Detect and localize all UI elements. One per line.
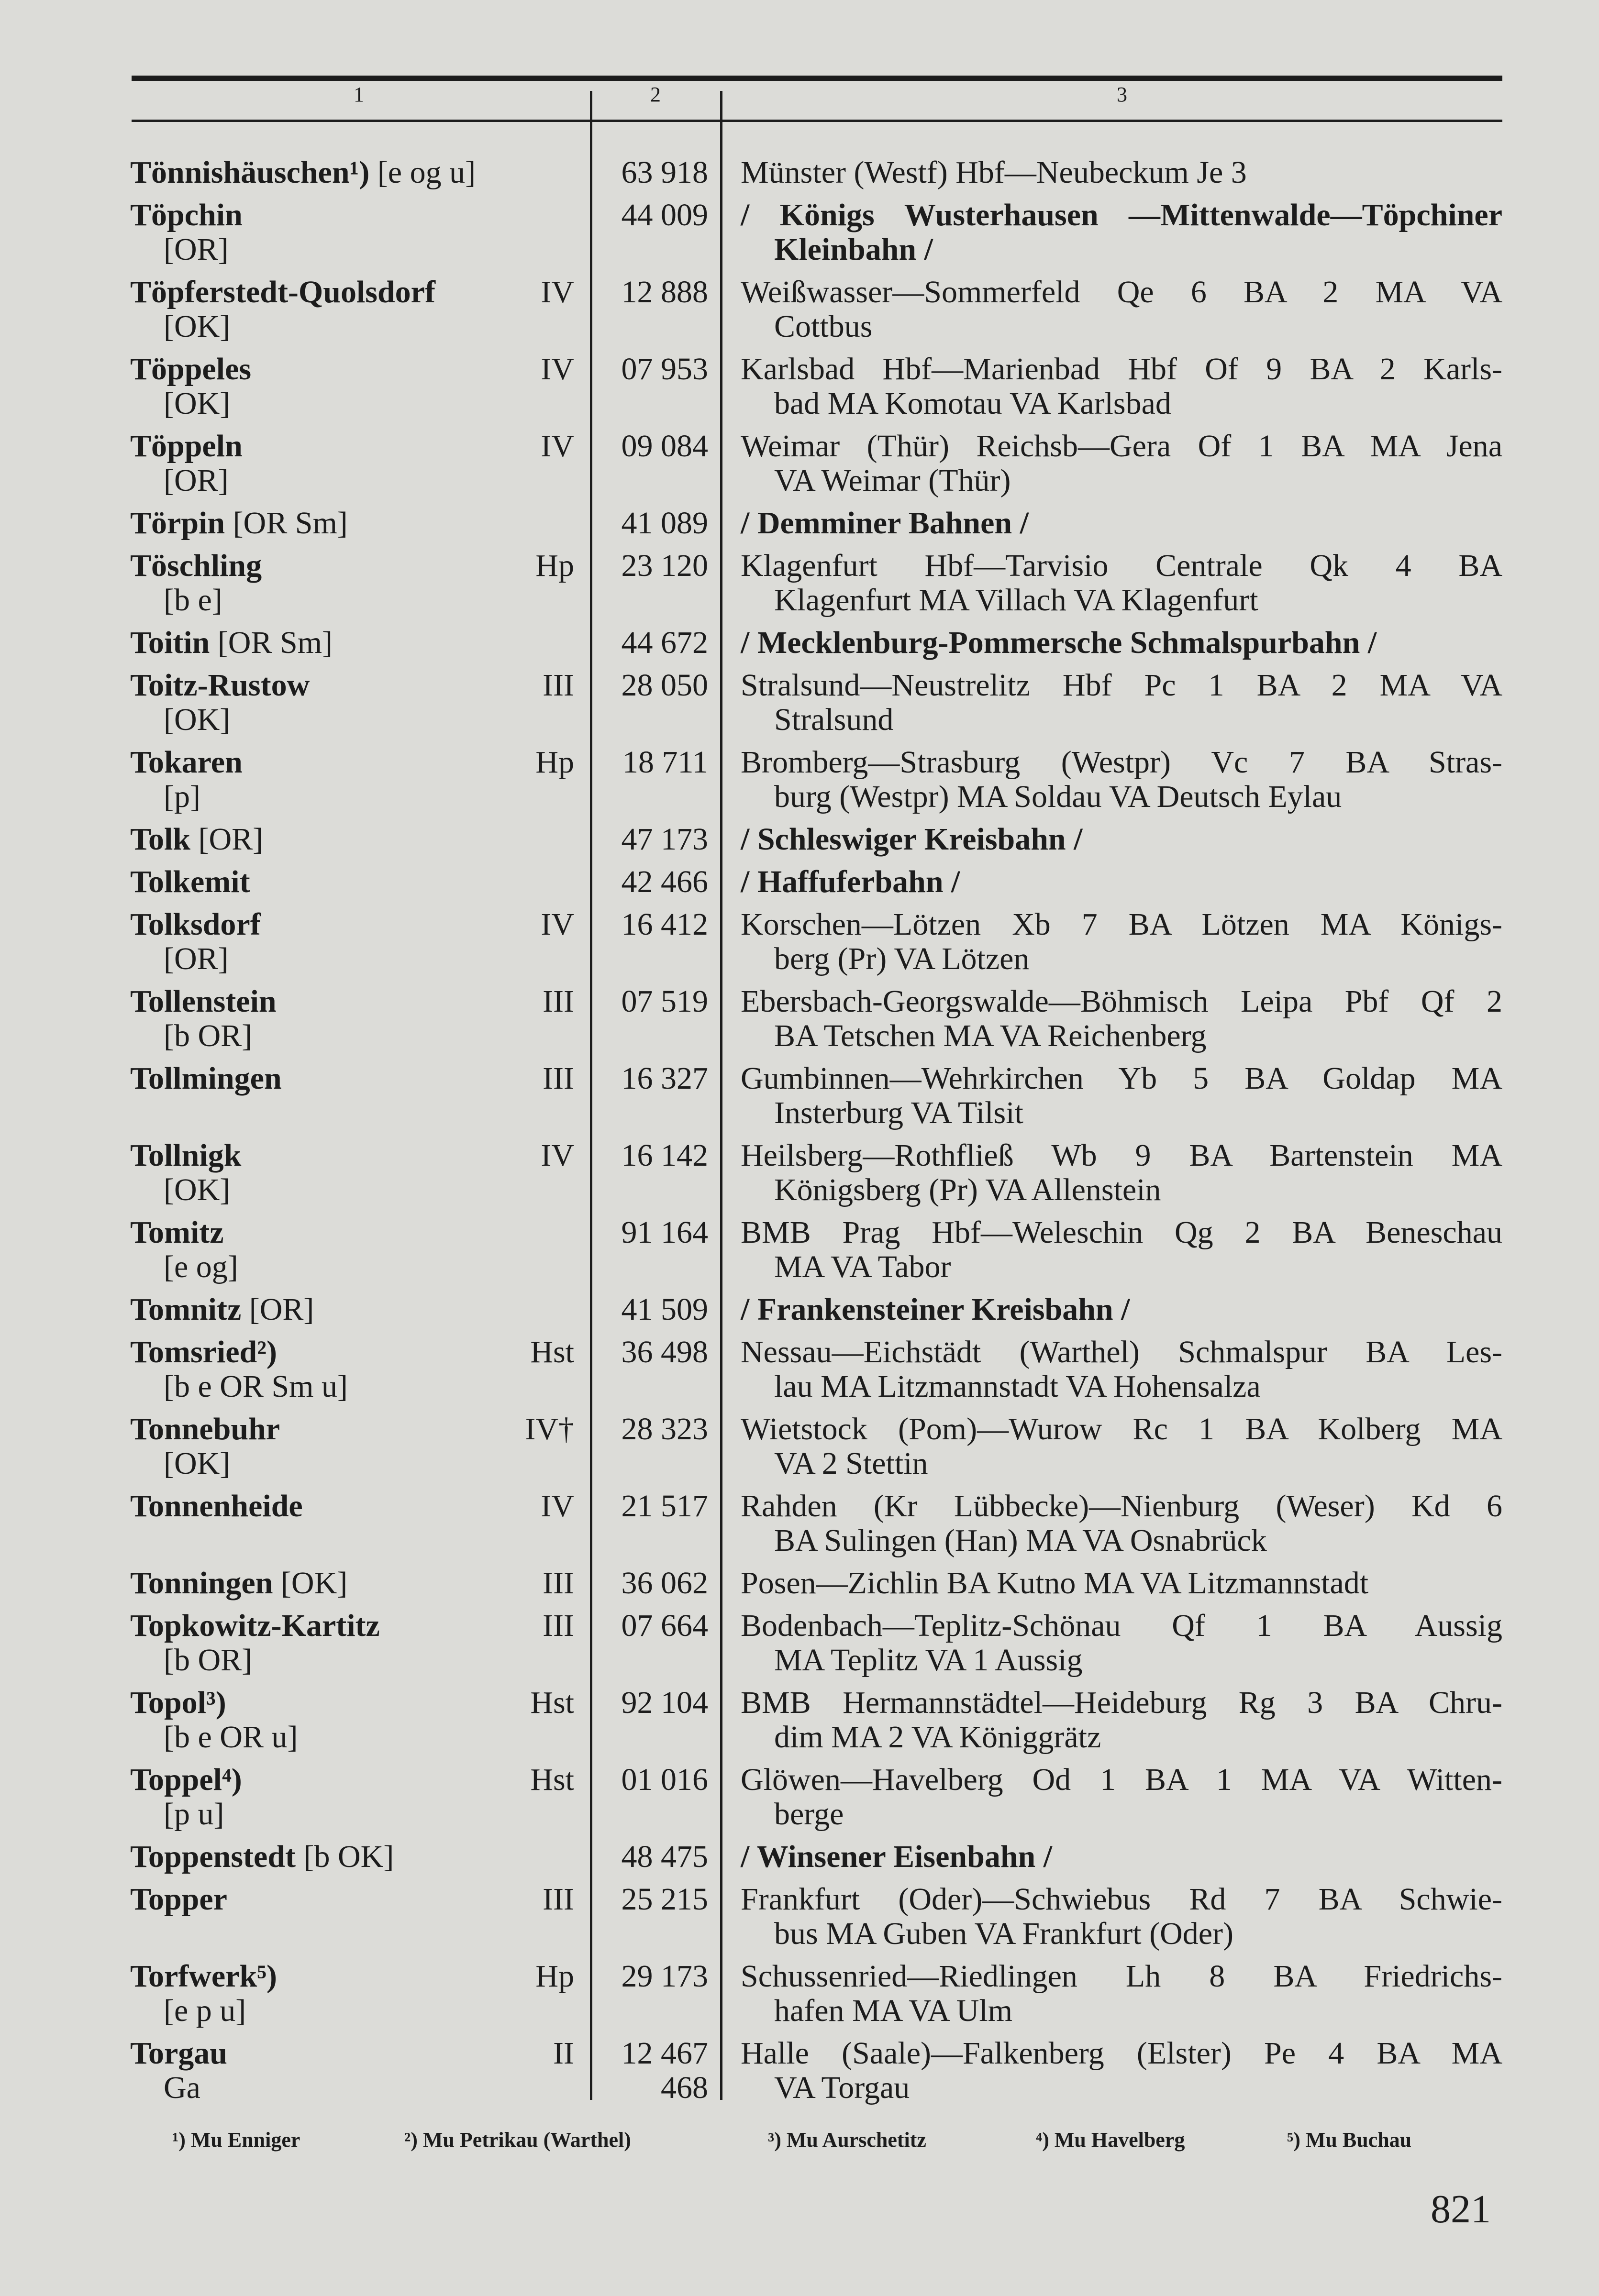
route-line: Klagenfurt Hbf—Tarvisio Centrale Qk 4 BA (741, 548, 1502, 583)
station-class: Hp (535, 548, 574, 583)
station-class: IV† (525, 1412, 574, 1446)
station-name-cell (130, 865, 542, 899)
station-code-cell (600, 1292, 708, 1327)
station-code: 16 327 (621, 1061, 708, 1096)
station-name: Tolkemit (130, 864, 250, 899)
station-class: III (543, 1061, 574, 1096)
station-class: Hst (530, 1762, 574, 1797)
station-name: Topol³) (130, 1685, 226, 1720)
station-abbrev: [OR Sm] (210, 625, 333, 660)
station-code-cell (600, 155, 708, 190)
page-number: 821 (1431, 2187, 1491, 2231)
route-line: Korschen—Lötzen Xb 7 BA Lötzen MA Königs- (741, 907, 1502, 942)
station-name-cell (130, 198, 542, 267)
station-code: 42 466 (621, 864, 708, 899)
station-class: III (543, 668, 574, 703)
station-abbrev: Ga (164, 2070, 200, 2105)
station-code: 44 009 (621, 198, 708, 232)
route-line: BMB Prag Hbf—Weleschin Qg 2 BA Beneschau (741, 1215, 1502, 1250)
station-name: Töppeln (130, 429, 243, 464)
station-name-cell (130, 822, 542, 857)
route-line: / Mecklenburg-Pommersche Schmalspurbahn / (741, 625, 1377, 660)
route-line: / Haffuferbahn / (741, 864, 960, 899)
route-description (741, 1686, 1502, 1755)
route-description (741, 155, 1502, 190)
route-line: BA Sulingen (Han) MA VA Osnabrück (774, 1523, 1267, 1558)
station-code: 29 173 (621, 1959, 708, 1994)
station-code-cell (600, 198, 708, 232)
route-description (741, 1566, 1502, 1601)
route-line: burg (Westpr) MA Soldau VA Deutsch Eylau (774, 779, 1342, 814)
route-description (741, 1609, 1502, 1678)
station-class: IV (541, 1489, 574, 1523)
station-code-cell (600, 1061, 708, 1096)
station-code-cell (600, 429, 708, 464)
route-line: berge (774, 1797, 844, 1832)
station-name: Tollnigk (130, 1138, 242, 1173)
station-class: III (543, 984, 574, 1019)
station-code-cell (600, 1412, 708, 1446)
station-name: Torgau (130, 2036, 227, 2071)
station-code-cell (600, 275, 708, 309)
station-abbrev: [e og u] (369, 155, 476, 190)
station-code-cell (600, 1882, 708, 1917)
route-description (741, 865, 1502, 899)
column-number-1: 1 (354, 83, 364, 106)
station-code: 36 062 (621, 1566, 708, 1601)
route-description (741, 1882, 1502, 1951)
route-line: Königsberg (Pr) VA Allenstein (774, 1172, 1161, 1207)
station-class: Hst (530, 1685, 574, 1720)
station-code-cell (600, 822, 708, 857)
station-name: Tomitz (130, 1215, 224, 1250)
station-code: 41 509 (621, 1292, 708, 1327)
route-line: VA 2 Stettin (774, 1446, 928, 1481)
footnote: ³) Mu Aurschetitz (768, 2128, 926, 2152)
station-code-cell (600, 1138, 708, 1173)
route-line: MA VA Tabor (774, 1249, 951, 1284)
route-line: Gumbinnen—Wehrkirchen Yb 5 BA Goldap MA (741, 1061, 1502, 1096)
station-name: Toitin (130, 625, 210, 660)
route-description (741, 429, 1502, 498)
route-description (741, 626, 1502, 660)
station-abbrev: [b e OR Sm u] (164, 1369, 348, 1404)
route-line: Weimar (Thür) Reichsb—Gera Of 1 BA MA Jena (741, 429, 1502, 464)
station-code-cell (600, 984, 708, 1019)
station-code: 01 016 (621, 1762, 708, 1797)
station-code-cell (600, 1959, 708, 1994)
station-name: Tollmingen (130, 1061, 282, 1096)
route-line: Insterburg VA Tilsit (774, 1095, 1023, 1130)
route-description (741, 275, 1502, 344)
station-name: Tomsried²) (130, 1335, 278, 1369)
station-code: 21 517 (621, 1489, 708, 1523)
route-line: BA Tetschen MA VA Reichenberg (774, 1018, 1207, 1053)
station-code-cell (600, 1763, 708, 1797)
route-line: Stralsund (774, 702, 894, 737)
route-description (741, 1412, 1502, 1481)
route-line: / Demminer Bahnen / (741, 506, 1029, 541)
station-name: Tonnebuhr (130, 1412, 280, 1446)
route-description (741, 198, 1502, 267)
route-description (741, 668, 1502, 737)
station-code-cell (600, 626, 708, 660)
station-name: Töppeles (130, 352, 252, 386)
route-line: Heilsberg—Rothfließ Wb 9 BA Bartenstein MA (741, 1138, 1502, 1173)
route-line: MA Teplitz VA 1 Aussig (774, 1643, 1083, 1678)
station-abbrev: [OK] (164, 386, 231, 421)
station-code: 63 918 (621, 155, 708, 190)
station-abbrev: [OR] (164, 463, 229, 498)
station-code-cell (600, 549, 708, 583)
route-line: bus MA Guben VA Frankfurt (Oder) (774, 1916, 1233, 1951)
route-description (741, 1959, 1502, 2028)
station-name-cell (130, 506, 542, 541)
station-abbrev: [OK] (164, 1172, 231, 1207)
route-line: Nessau—Eichstädt (Warthel) Schmalspur BA Les- (741, 1335, 1502, 1369)
route-line: Schussenried—Riedlingen Lh 8 BA Friedrichs- (741, 1959, 1502, 1994)
station-code: 07 953 (621, 352, 708, 386)
footnote: ¹) Mu Enniger (172, 2128, 300, 2152)
route-line: Klagenfurt MA Villach VA Klagenfurt (774, 583, 1258, 618)
station-name-cell (130, 626, 542, 660)
station-abbrev: [OR] (190, 822, 264, 857)
station-code: 25 215 (621, 1882, 708, 1917)
station-class: Hst (530, 1335, 574, 1369)
station-code: 07 519 (621, 984, 708, 1019)
station-code-cell (600, 1840, 708, 1874)
station-code: 12 467 (621, 2036, 708, 2071)
station-class: Hp (535, 745, 574, 780)
station-class: IV (541, 1138, 574, 1173)
station-abbrev: [b e] (164, 583, 222, 618)
station-name-cell (130, 1215, 542, 1284)
station-name: Töschling (130, 548, 262, 583)
station-abbrev: [b e OR u] (164, 1720, 298, 1755)
route-line: Weißwasser—Sommerfeld Qe 6 BA 2 MA VA (741, 275, 1502, 309)
station-class: IV (541, 275, 574, 309)
station-code-cell (600, 352, 708, 386)
route-line: Kleinbahn / (774, 232, 933, 267)
station-name: Topkowitz-Kartitz (130, 1608, 380, 1643)
station-code-cell (600, 1686, 708, 1720)
station-code: 92 104 (621, 1685, 708, 1720)
route-line: Cottbus (774, 309, 873, 344)
station-abbrev: [OK] (164, 702, 231, 737)
station-code: 12 888 (621, 275, 708, 309)
route-description (741, 1840, 1502, 1874)
station-code-cell (600, 1215, 708, 1250)
route-line: Karlsbad Hbf—Marienbad Hbf Of 9 BA 2 Karls- (741, 352, 1502, 386)
route-description (741, 984, 1502, 1053)
route-description (741, 549, 1502, 618)
route-line: Stralsund—Neustrelitz Hbf Pc 1 BA 2 MA VA (741, 668, 1502, 703)
route-line: lau MA Litzmannstadt VA Hohensalza (774, 1369, 1261, 1404)
station-code-cell (600, 1489, 708, 1523)
station-name: Tokaren (130, 745, 243, 780)
station-code: 468 (661, 2070, 708, 2105)
route-description (741, 1489, 1502, 1558)
route-description (741, 1061, 1502, 1130)
station-abbrev: [b OR] (164, 1643, 253, 1678)
route-line: Wietstock (Pom)—Wurow Rc 1 BA Kolberg MA (741, 1412, 1502, 1446)
station-code: 91 164 (621, 1215, 708, 1250)
station-name: Tollenstein (130, 984, 277, 1019)
route-description (741, 1215, 1502, 1284)
station-class: III (543, 1882, 574, 1917)
station-code: 07 664 (621, 1608, 708, 1643)
route-line: berg (Pr) VA Lötzen (774, 941, 1030, 976)
footnote: ²) Mu Petrikau (Warthel) (404, 2128, 631, 2152)
station-name: Tolksdorf (130, 907, 261, 942)
route-description (741, 352, 1502, 421)
footnotes (172, 2128, 1464, 2156)
station-code-cell (600, 1566, 708, 1601)
station-name: Töpferstedt-Quolsdorf (130, 275, 435, 309)
station-class: Hp (535, 1959, 574, 1994)
station-code-cell (600, 1335, 708, 1369)
station-class: IV (541, 429, 574, 464)
route-description (741, 1335, 1502, 1404)
station-abbrev: [e p u] (164, 1993, 246, 2028)
route-line: / Winsener Eisenbahn / (741, 1839, 1053, 1874)
station-code-cell (600, 907, 708, 942)
route-line: / Schleswiger Kreisbahn / (741, 822, 1083, 857)
route-description (741, 2036, 1502, 2105)
station-abbrev: [p u] (164, 1797, 224, 1832)
route-line: Frankfurt (Oder)—Schwiebus Rd 7 BA Schwie- (741, 1882, 1502, 1917)
route-line: VA Torgau (774, 2070, 910, 2105)
station-name: Toitz-Rustow (130, 668, 310, 703)
station-code: 44 672 (621, 625, 708, 660)
column-number-2: 2 (650, 83, 661, 106)
route-line: / Frankensteiner Kreisbahn / (741, 1292, 1130, 1327)
footnote: ⁴) Mu Havelberg (1036, 2128, 1185, 2152)
station-abbrev: [p] (164, 779, 200, 814)
station-code: 16 412 (621, 907, 708, 942)
route-line: dim MA 2 VA Königgrätz (774, 1720, 1101, 1755)
station-name: Tonningen (130, 1566, 273, 1601)
route-line: BMB Hermannstädtel—Heideburg Rg 3 BA Chru- (741, 1685, 1502, 1720)
route-line: Ebersbach-Georgswalde—Böhmisch Leipa Pbf Qf 2 (741, 984, 1502, 1019)
station-code: 28 323 (621, 1412, 708, 1446)
route-line: Münster (Westf) Hbf—Neubeckum Je 3 (741, 155, 1247, 190)
station-code: 23 120 (621, 548, 708, 583)
station-name: Topper (130, 1882, 227, 1917)
route-line: Bodenbach—Teplitz-Schönau Qf 1 BA Aussig (741, 1608, 1502, 1643)
station-abbrev: [OR] (241, 1292, 314, 1327)
station-code-cell (600, 668, 708, 703)
station-name: Törpin (130, 506, 225, 541)
route-line: hafen MA VA Ulm (774, 1993, 1013, 2028)
route-line: Posen—Zichlin BA Kutno MA VA Litzmannstadt (741, 1566, 1369, 1601)
station-name: Töpchin (130, 198, 243, 232)
route-description (741, 907, 1502, 976)
route-description (741, 1763, 1502, 1832)
station-code: 48 475 (621, 1839, 708, 1874)
route-line: Rahden (Kr Lübbecke)—Nienburg (Weser) Kd 6 (741, 1489, 1502, 1523)
station-class: III (543, 1608, 574, 1643)
station-code: 16 142 (621, 1138, 708, 1173)
station-abbrev: [OK] (273, 1566, 348, 1601)
route-description (741, 745, 1502, 814)
route-description (741, 822, 1502, 857)
station-code: 41 089 (621, 506, 708, 541)
station-name: Tolk (130, 822, 191, 857)
station-name: Toppenstedt (130, 1839, 296, 1874)
station-class: IV (541, 352, 574, 386)
station-abbrev: [OR Sm] (225, 506, 348, 541)
station-abbrev: [OK] (164, 309, 231, 344)
station-name: Tonnenheide (130, 1489, 303, 1523)
column-number-3: 3 (1117, 83, 1127, 106)
route-description (741, 1292, 1502, 1327)
route-description (741, 1138, 1502, 1207)
station-name-cell (130, 1292, 542, 1327)
station-name: Toppel⁴) (130, 1762, 242, 1797)
route-description (741, 506, 1502, 541)
station-abbrev: [e og] (164, 1249, 238, 1284)
station-class: III (543, 1566, 574, 1601)
station-code: 18 711 (622, 745, 708, 780)
station-code: 36 498 (621, 1335, 708, 1369)
station-code-cell (600, 865, 708, 899)
station-abbrev: [OR] (164, 232, 229, 267)
station-name-cell (130, 155, 542, 190)
station-abbrev: [OK] (164, 1446, 231, 1481)
route-line: VA Weimar (Thür) (774, 463, 1011, 498)
station-class: II (553, 2036, 574, 2071)
station-code-cell (600, 745, 708, 780)
station-class: IV (541, 907, 574, 942)
station-name: Torfwerk⁵) (130, 1959, 277, 1994)
station-code-cell (600, 1609, 708, 1643)
station-abbrev: [b OR] (164, 1018, 253, 1053)
station-code-cell (600, 2036, 708, 2105)
route-line: Bromberg—Strasburg (Westpr) Vc 7 BA Stras- (741, 745, 1502, 780)
station-abbrev: [OR] (164, 941, 229, 976)
route-line: / Königs Wusterhausen —Mittenwalde—Töpchiner (741, 198, 1502, 232)
route-line: Glöwen—Havelberg Od 1 BA 1 MA VA Witten- (741, 1762, 1502, 1797)
station-code: 47 173 (621, 822, 708, 857)
station-code: 28 050 (621, 668, 708, 703)
station-name: Tönnishäuschen¹) (130, 155, 370, 190)
station-code: 09 084 (621, 429, 708, 464)
footnote: ⁵) Mu Buchau (1287, 2128, 1412, 2152)
station-name-cell (130, 1840, 542, 1874)
route-line: Halle (Saale)—Falkenberg (Elster) Pe 4 BA MA (741, 2036, 1502, 2071)
route-line: bad MA Komotau VA Karlsbad (774, 386, 1171, 421)
station-abbrev: [b OK] (296, 1839, 394, 1874)
station-name: Tomnitz (130, 1292, 242, 1327)
station-code-cell (600, 506, 708, 541)
